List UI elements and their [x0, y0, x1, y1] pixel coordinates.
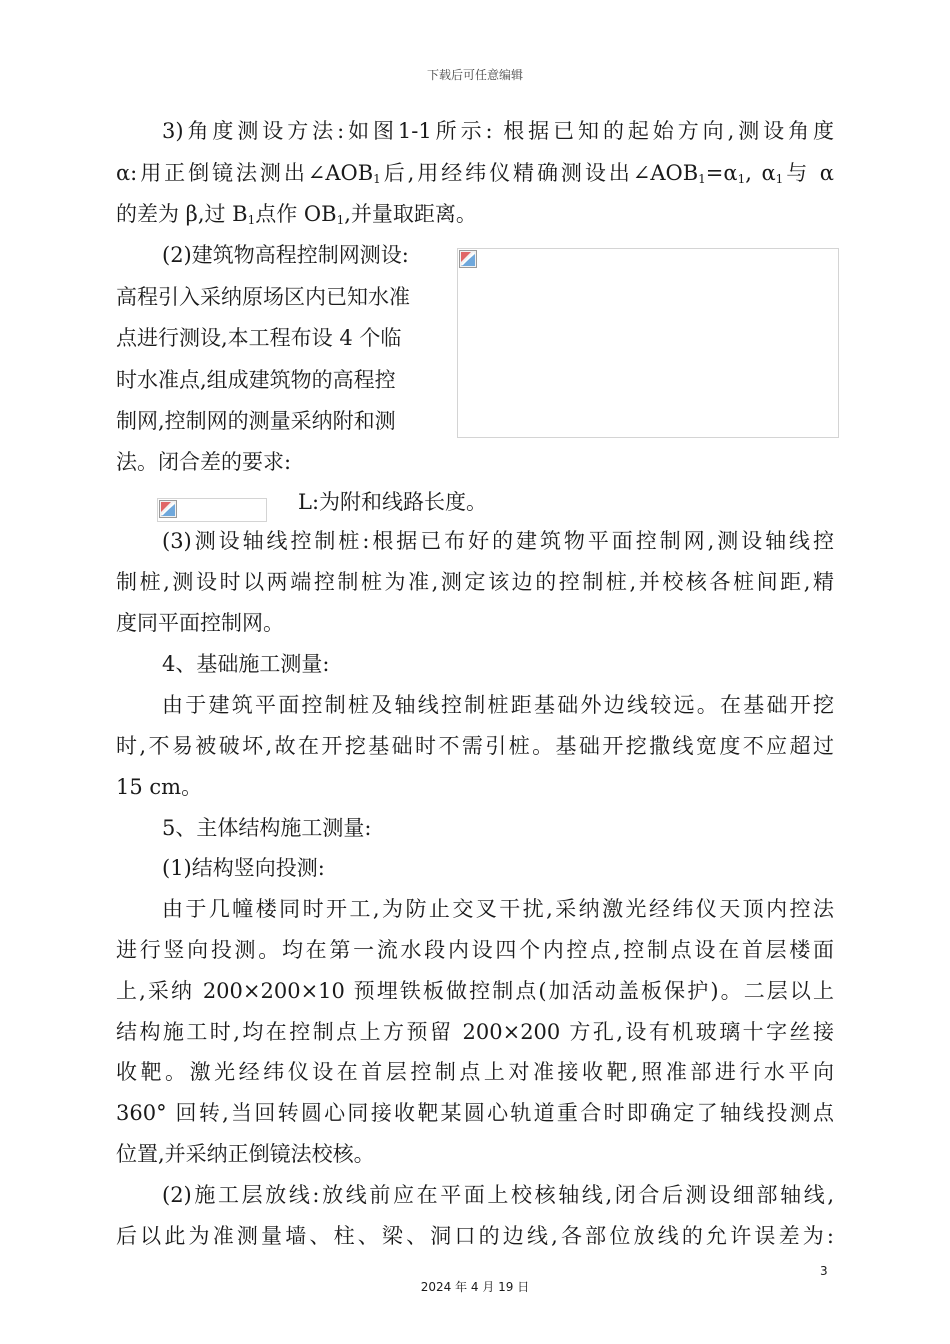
p3-line-3: 度同平面控制网。	[116, 611, 284, 635]
p4-line-2: 时,不易被破坏,故在开挖基础时不需引桩。基础开挖撒线宽度不应超过	[116, 734, 834, 758]
broken-image-icon	[459, 250, 477, 268]
elevation-diagram-image	[457, 248, 839, 438]
p3-line-1: (3)测设轴线控制桩:根据已布好的建筑物平面控制网,测设轴线控	[162, 529, 834, 553]
p4-line-3: 15 cm。	[116, 775, 203, 799]
p2-line-3: 点进行测设,本工程布设 4 个临	[116, 326, 402, 350]
p2-line-6: 法。闭合差的要求:	[116, 450, 292, 474]
p5-line-1: 由于几幢楼同时开工,为防止交叉干扰,采纳激光经纬仪天顶内控法	[162, 897, 834, 921]
section-4-heading: 4、基础施工测量:	[162, 652, 330, 676]
p2-line-4: 时水准点,组成建筑物的高程控	[116, 368, 396, 392]
p5-line-7: 位置,并采纳正倒镜法校核。	[116, 1142, 375, 1166]
closure-formula-image	[157, 498, 267, 522]
p6-line-1: (2)施工层放线:放线前应在平面上校核轴线,闭合后测设细部轴线,	[162, 1183, 834, 1207]
p1-line-1: 3)角度测设方法:如图1-1所示: 根据已知的起始方向,测设角度	[162, 119, 834, 143]
p2-line-5: 制网,控制网的测量采纳附和测	[116, 409, 396, 433]
p2-line-2: 高程引入采纳原场区内已知水准	[116, 285, 410, 309]
p5-line-2: 进行竖向投测。均在第一流水段内设四个内控点,控制点设在首层楼面	[116, 938, 834, 962]
p4-line-1: 由于建筑平面控制桩及轴线控制桩距基础外边线较远。在基础开挖	[162, 693, 834, 717]
broken-image-icon	[159, 500, 177, 518]
page-footer-date: 2024 年 4 月 19 日	[420, 1280, 530, 1294]
p5-line-6: 360° 回转,当回转圆心同接收靶某圆心轨道重合时即确定了轴线投测点	[116, 1101, 834, 1125]
p2-line-1: (2)建筑物高程控制网测设:	[162, 243, 409, 267]
p5-line-5: 收靶。激光经纬仪设在首层控制点上对准接收靶,照准部进行水平向	[116, 1060, 834, 1084]
section-5-heading: 5、主体结构施工测量:	[162, 816, 372, 840]
p5-line-3: 上,采纳 200×200×10 预埋铁板做控制点(加活动盖板保护)。二层以上	[116, 979, 834, 1003]
p1-line-2: α:用正倒镜法测出$\angle AOB_1$后,用经纬仪精确测设出$\angle AOB_1=\alpha_1$, $\alpha_1$与 α	[116, 161, 834, 186]
page-header: 下载后可任意编辑	[426, 68, 523, 82]
p1-line-3: 的差为 β,过 $B_1$点作 $OB_1$,并量取距离。	[116, 202, 477, 227]
p6-line-2: 后以此为准测量墙、柱、梁、洞口的边线,各部位放线的允许误差为:	[116, 1224, 834, 1248]
p3-line-2: 制桩,测设时以两端控制桩为准,测定该边的控制桩,并校核各桩间距,精	[116, 570, 834, 594]
p5-line-4: 结构施工时,均在控制点上方预留 200×200 方孔,设有机玻璃十字丝接	[116, 1020, 834, 1044]
page-number: 3	[820, 1264, 828, 1278]
section-5-1-heading: (1)结构竖向投测:	[162, 856, 325, 880]
formula-note: L:为附和线路长度。	[298, 490, 488, 514]
